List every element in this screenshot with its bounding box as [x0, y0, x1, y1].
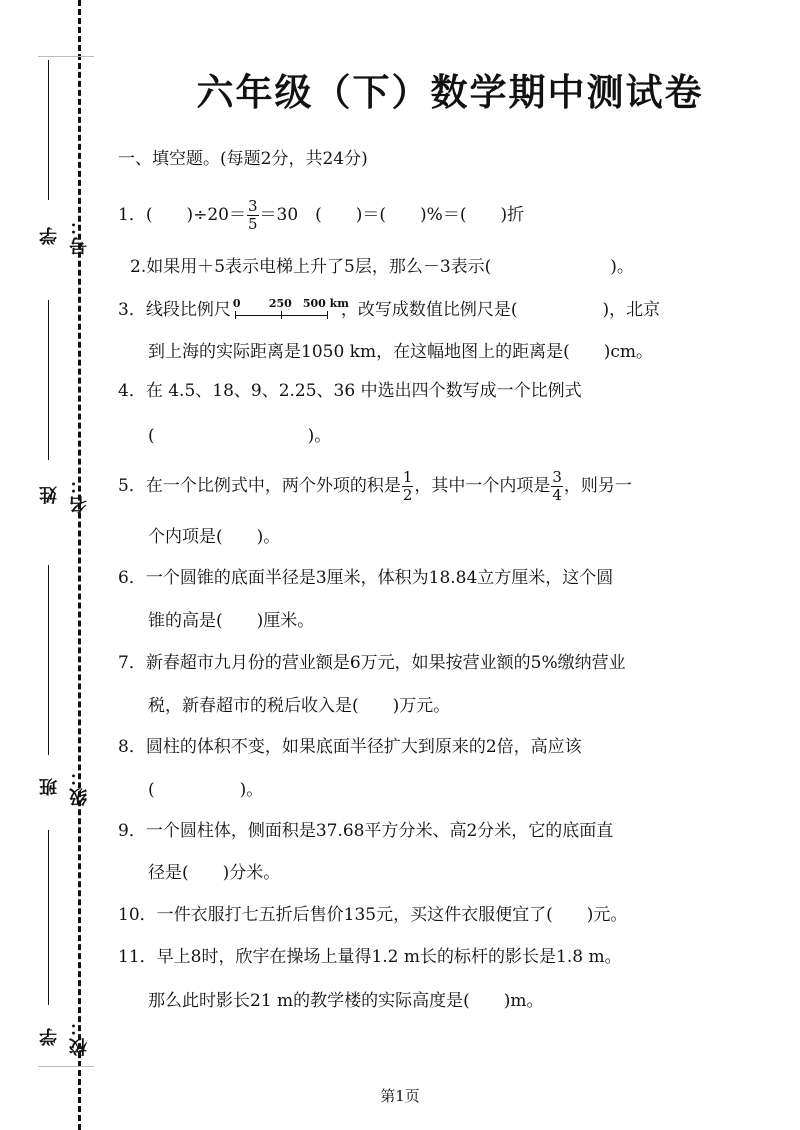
school-field[interactable]: 学校： [30, 830, 70, 1060]
question-7-cont: 税，新春超市的税后收入是( )万元。 [148, 696, 451, 716]
margin-rule [38, 1066, 94, 1067]
question-5: 5．在一个比例式中，两个外项的积是 $\frac{1}{2}$ ，其中一个内项是 $\frac{3}{4}$ ，则另一 [118, 468, 632, 504]
question-8: 8．圆柱的体积不变，如果底面半径扩大到原来的2倍，高应该 [118, 737, 582, 757]
question-7: 7．新春超市九月份的营业额是6万元，如果按营业额的5%缴纳营业 [118, 653, 626, 673]
question-2: 2.如果用＋5表示电梯上升了5层，那么－3表示( )。 [130, 257, 634, 277]
student-no-field[interactable]: 学号： [30, 60, 70, 260]
question-3-cont: 到上海的实际距离是1050 km，在这幅地图上的距离是( )cm。 [148, 342, 653, 362]
fraction: $\frac{3}{5}$ [247, 197, 258, 233]
question-4: 4．在 4.5、18、9、2.25、36 中选出四个数写成一个比例式 [118, 381, 582, 401]
question-11: 11．早上8时，欣宇在操场上量得1.2 m长的标杆的影长是1.8 m。 [118, 947, 622, 967]
question-3: 3．线段比例尺 0 250 500 km ，改写成数值比例尺是( )，北京 [118, 296, 661, 320]
name-field[interactable]: 姓名： [30, 300, 70, 520]
question-9: 9．一个圆柱体，侧面积是37.68平方分米、高2分米，它的底面直 [118, 821, 614, 841]
binding-dashed-line [78, 0, 81, 1130]
question-10: 10．一件衣服打七五折后售价135元，买这件衣服便宜了( )元。 [118, 905, 628, 925]
line-scale-bar: 0 250 500 km [233, 300, 339, 322]
margin-rule [38, 56, 94, 57]
question-1: 1．( )÷20＝ $\frac{3}{5}$ ＝30 ( )＝( )%＝( )折 [118, 197, 525, 233]
fraction: $\frac{1}{2}$ [402, 468, 413, 504]
page-title: 六年级（下）数学期中测试卷 [196, 71, 704, 114]
question-8-cont: ( )。 [148, 780, 264, 800]
question-5-cont: 个内项是( )。 [148, 527, 281, 547]
question-9-cont: 径是( )分米。 [148, 863, 281, 883]
question-4-cont: ( )。 [148, 426, 332, 446]
class-field[interactable]: 班级： [30, 565, 70, 810]
page-number: 第1页 [380, 1087, 420, 1105]
question-6: 6．一个圆锥的底面半径是3厘米，体积为18.84立方厘米，这个圆 [118, 568, 614, 588]
fraction: $\frac{3}{4}$ [552, 468, 562, 504]
question-6-cont: 锥的高是( )厘米。 [148, 611, 315, 631]
question-11-cont: 那么此时影长21 m的教学楼的实际高度是( )m。 [148, 991, 544, 1011]
section-header: 一、填空题。(每题2分，共24分) [118, 149, 368, 169]
